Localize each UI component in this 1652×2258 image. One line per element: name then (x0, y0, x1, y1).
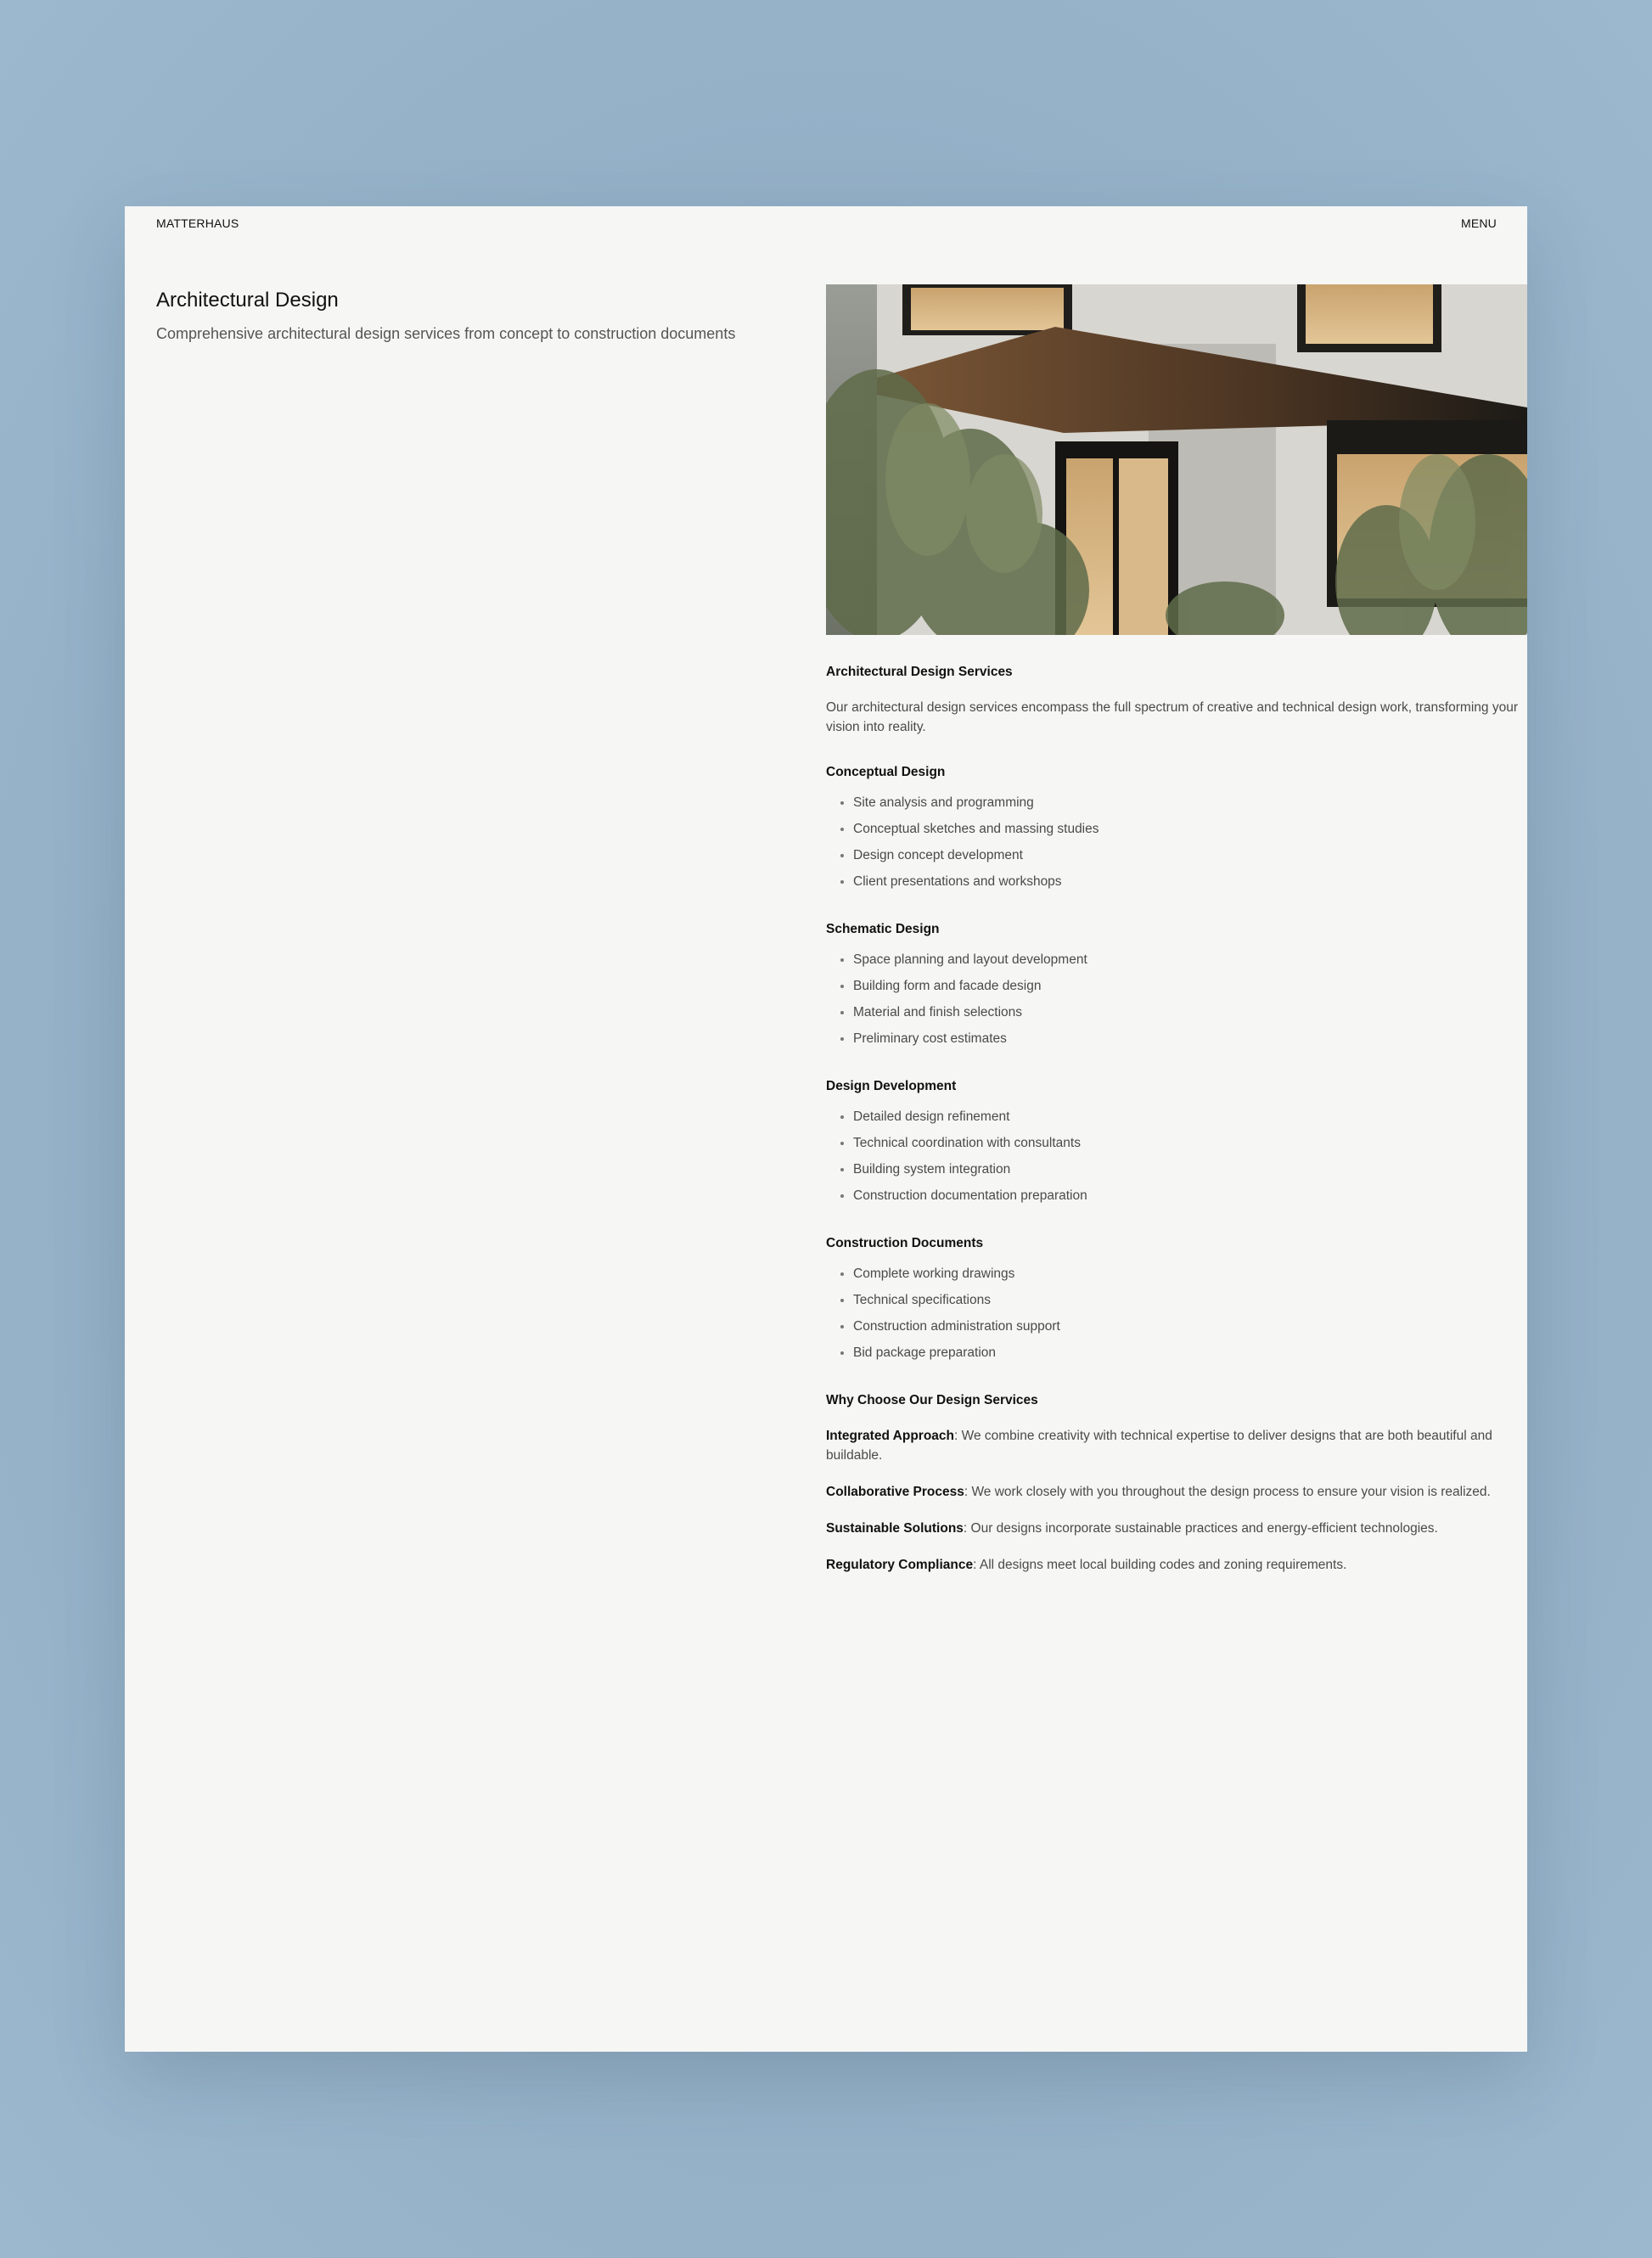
why-item-label: Sustainable Solutions (826, 1521, 964, 1536)
list-item: • Building system integration (853, 1156, 1527, 1182)
section-title: Conceptual Design (826, 765, 946, 779)
list-item: • Space planning and layout development (853, 946, 1527, 973)
section-list (826, 1261, 1527, 1366)
page-title: Architectural Design (156, 289, 339, 312)
list-item: • Complete working drawings (853, 1261, 1527, 1287)
list-item: • Client presentations and workshops (853, 868, 1527, 895)
why-item (826, 1555, 1527, 1575)
brand-logo[interactable]: MATTERHAUS (156, 216, 239, 230)
section-title: Construction Documents (826, 1236, 984, 1250)
section-list (826, 946, 1527, 1052)
why-item-text: : Our designs incorporate sustainable practices and energy-efficient technologies. (963, 1521, 1438, 1536)
why-item-label: Regulatory Compliance (826, 1558, 974, 1572)
top-bar (125, 206, 1527, 240)
why-item (826, 1426, 1527, 1465)
list-item: • Detailed design refinement (853, 1104, 1527, 1130)
why-item-text: : All designs meet local building codes and zoning requirements. (973, 1558, 1347, 1572)
section-schematic-design (826, 921, 1527, 1052)
why-item-label: Integrated Approach (826, 1429, 954, 1443)
menu-button[interactable]: MENU (1460, 216, 1497, 230)
services-heading: Architectural Design Services (826, 665, 1013, 679)
hero-building-image (826, 284, 1527, 635)
list-item: • Technical coordination with consultants (853, 1130, 1527, 1156)
why-choose-title: Why Choose Our Design Services (826, 1393, 1038, 1407)
why-item-label: Collaborative Process (826, 1485, 964, 1499)
list-item: • Site analysis and programming (853, 789, 1527, 816)
why-item-text: : We combine creativity with technical expertise to deliver designs that are both beautiful and buildable. (826, 1429, 1492, 1463)
page-window (125, 206, 1527, 2052)
services-content (826, 635, 1527, 1575)
list-item: • Material and finish selections (853, 999, 1527, 1025)
section-design-development (826, 1078, 1527, 1209)
page-subtitle: Comprehensive architectural design services from concept to construction documents (156, 325, 736, 342)
section-list (826, 1104, 1527, 1209)
why-choose-section (826, 1392, 1527, 1575)
list-item: • Conceptual sketches and massing studies (853, 816, 1527, 842)
why-item (826, 1519, 1527, 1538)
section-construction-documents (826, 1235, 1527, 1366)
list-item: • Construction administration support (853, 1313, 1527, 1340)
section-conceptual-design (826, 764, 1527, 895)
list-item: • Construction documentation preparation (853, 1182, 1527, 1209)
section-title: Schematic Design (826, 922, 940, 936)
content-column (826, 284, 1527, 1592)
why-item (826, 1482, 1527, 1502)
why-item-text: : We work closely with you throughout the design process to ensure your vision is realized. (964, 1485, 1491, 1499)
services-intro: Our architectural design services encompass the full spectrum of creative and technical design work, transforming your vision into reality. (826, 700, 1518, 734)
list-item: • Bid package preparation (853, 1340, 1527, 1366)
list-item: • Building form and facade design (853, 973, 1527, 999)
list-item: • Preliminary cost estimates (853, 1025, 1527, 1052)
section-title: Design Development (826, 1079, 957, 1093)
list-item: • Technical specifications (853, 1287, 1527, 1313)
section-list (826, 789, 1527, 895)
list-item: • Design concept development (853, 842, 1527, 868)
page-header (156, 288, 886, 344)
